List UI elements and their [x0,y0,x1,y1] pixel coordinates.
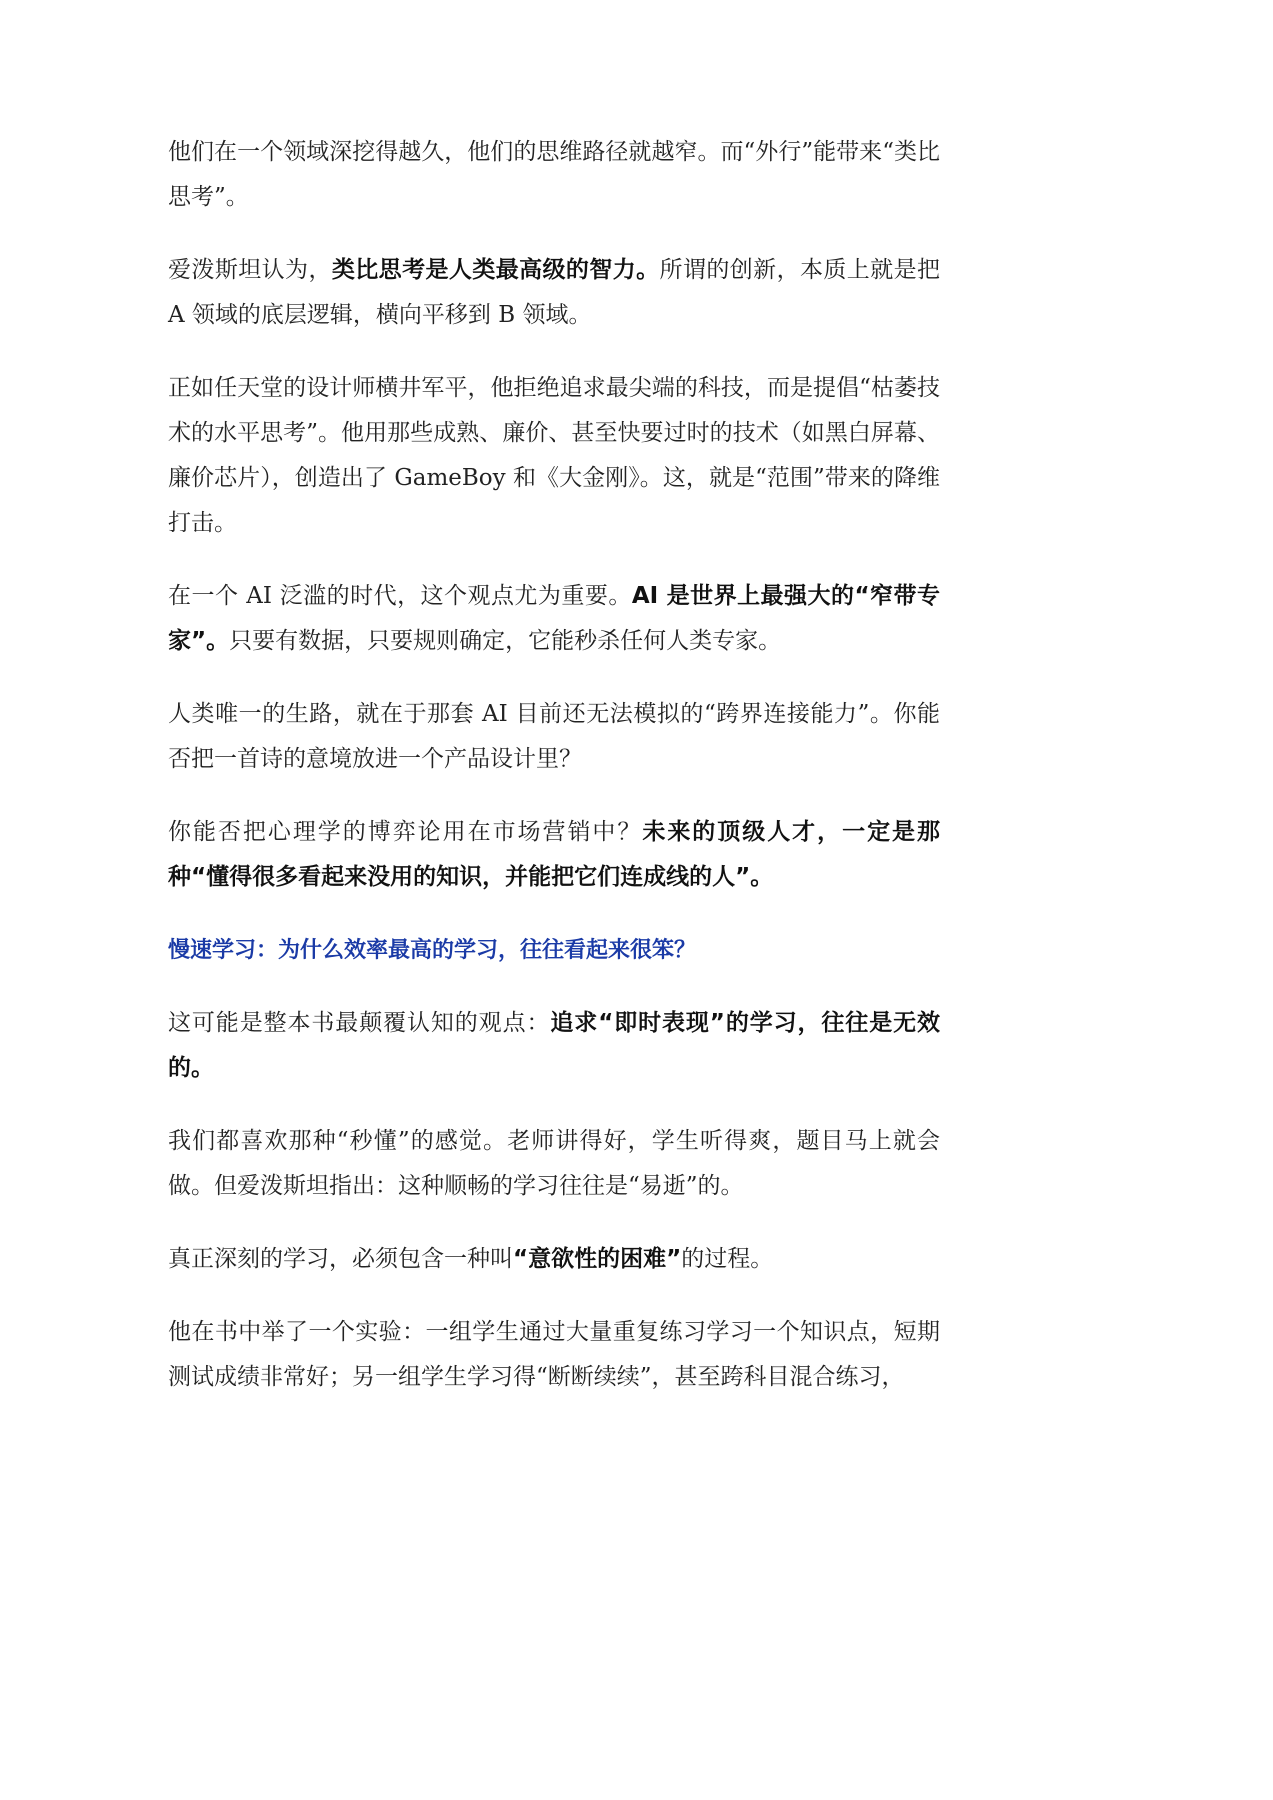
bold-text: 类比思考是人类最高级的智力。 [331,257,660,283]
paragraph [168,1119,940,1209]
text-run: 真正深刻的学习，必须包含一种叫 [168,1246,513,1272]
bold-text: 追求“即时表现”的学习，往往是无效的。 [168,1010,941,1081]
text-run: 人类唯一的生路，就在于那套 AI 目前还无法模拟的“跨界连接能力”。你能否把一首诗的意境放进一个产品设计里？ [168,701,940,772]
text-run: 你能否把心理学的博弈论用在市场营销中？ [168,819,643,845]
paragraph [168,366,940,546]
paragraph-group-before-heading [168,130,940,900]
paragraph [168,1001,940,1091]
paragraph [168,1310,940,1400]
paragraph [168,692,940,782]
bold-text: 未来的顶级人才，一定是那种“懂得很多看起来没用的知识，并能把它们连成线的人”。 [168,819,941,890]
paragraph [168,1237,940,1282]
paragraph [168,810,940,900]
article-body [168,130,940,1428]
text-run: 正如任天堂的设计师横井军平，他拒绝追求最尖端的科技，而是提倡“枯萎技术的水平思考”。他用那些成熟、廉价、甚至快要过时的技术（如黑白屏幕、廉价芯片），创造出了 GameBoy 和《大金刚》。这，就是“范围”带来的降维打击。 [168,375,940,536]
text-run: 所谓的创新，本质上就是把 A 领域的底层逻辑，横向平移到 B 领域。 [168,257,940,328]
text-run: 爱泼斯坦认为， [168,257,332,283]
section-heading: 慢速学习：为什么效率最高的学习，往往看起来很笨？ [168,938,697,963]
paragraph [168,574,940,664]
paragraph [168,130,940,220]
paragraph [168,248,940,338]
text-run: 只要有数据，只要规则确定，它能秒杀任何人类专家。 [229,628,782,654]
bold-text: AI 是世界上最强大的“窄带专家”。 [168,583,940,654]
text-run: 这可能是整本书最颠覆认知的观点： [168,1010,551,1036]
text-run: 我们都喜欢那种“秒懂”的感觉。老师讲得好，学生听得爽，题目马上就会做。但爱泼斯坦指出：这种顺畅的学习往往是“易逝”的。 [168,1128,940,1199]
text-run: 在一个 AI 泛滥的时代，这个观点尤为重要。 [168,583,632,609]
paragraph-group-after-heading [168,1001,940,1400]
text-run: 的过程。 [681,1246,774,1272]
text-run: 他在书中举了一个实验：一组学生通过大量重复练习学习一个知识点，短期测试成绩非常好；另一组学生学习得“断断续续”，甚至跨科目混合练习， [168,1319,940,1390]
text-run: 他们在一个领域深挖得越久，他们的思维路径就越窄。而“外行”能带来“类比思考”。 [168,139,940,210]
bold-text: “意欲性的困难” [513,1246,682,1272]
